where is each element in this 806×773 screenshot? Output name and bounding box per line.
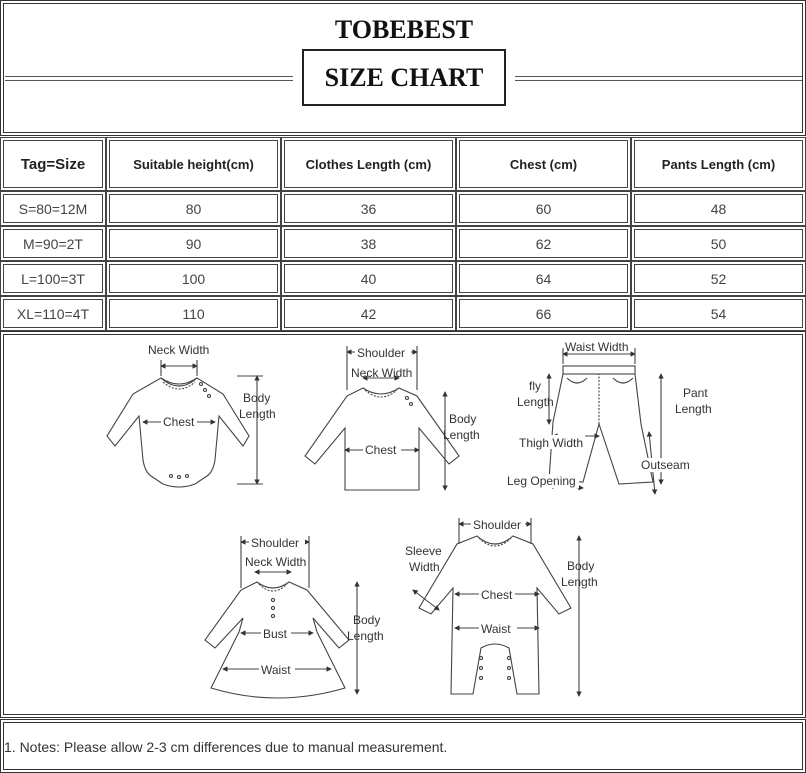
top-neck-label: Neck Width: [351, 366, 413, 380]
romper-length-label: Length: [561, 575, 598, 589]
header-clothes-length: Clothes Length (cm): [281, 137, 456, 191]
table-cell: 110: [106, 296, 281, 331]
brand-name: TOBEBEST: [334, 15, 474, 44]
romper-sleeve-label: Sleeve: [405, 544, 442, 558]
pants-thigh-label: Thigh Width: [519, 436, 584, 450]
header-tag-size: Tag=Size: [0, 137, 106, 191]
dress-neck-label: Neck Width: [245, 555, 307, 569]
pants-fly-label: fly: [529, 379, 541, 393]
bodysuit-neck-label: Neck Width: [148, 343, 210, 357]
pants-waist-label: Waist Width: [565, 340, 629, 354]
header-pants-length: Pants Length (cm): [631, 137, 806, 191]
dress-length-label: Length: [347, 629, 384, 643]
table-cell: 50: [631, 226, 806, 261]
dress-shoulder-label: Shoulder: [251, 536, 300, 550]
bodysuit-length-label: Length: [239, 407, 276, 421]
table-cell: 40: [281, 261, 456, 296]
dress-body-label: Body: [353, 613, 381, 627]
romper-sleeve-width-label: Width: [409, 560, 440, 574]
top-shoulder-label: Shoulder: [357, 346, 406, 360]
romper-chest-label: Chest: [481, 588, 513, 602]
top-length-label: Length: [443, 428, 480, 442]
dress-waist-label: Waist: [261, 663, 291, 677]
dress-bust-label: Bust: [263, 627, 288, 641]
pants-leg-opening-label: Leg Opening: [507, 474, 576, 488]
notes-panel: [0, 719, 806, 773]
table-cell: 38: [281, 226, 456, 261]
measurement-diagrams: [0, 331, 806, 718]
romper-shoulder-label: Shoulder: [473, 518, 522, 532]
notes-text: 1. Notes: Please allow 2-3 cm differences due to manual measurement.: [4, 739, 448, 755]
table-cell: 64: [456, 261, 631, 296]
header-suitable-height: Suitable height(cm): [106, 137, 281, 191]
pants-pant-label: Pant: [683, 386, 708, 400]
right-divider-line: [515, 76, 803, 81]
bodysuit-chest-label: Chest: [163, 415, 195, 429]
diagram-canvas: [1, 332, 806, 719]
bodysuit-body-label: Body: [243, 391, 271, 405]
pants-pant-length-label: Length: [675, 402, 712, 416]
table-cell: L=100=3T: [0, 261, 106, 296]
table-cell: 54: [631, 296, 806, 331]
left-divider-line: [5, 76, 293, 81]
table-cell: 80: [106, 191, 281, 226]
table-cell: 52: [631, 261, 806, 296]
top-body-label: Body: [449, 412, 477, 426]
romper-waist-label: Waist: [481, 622, 511, 636]
table-cell: S=80=12M: [0, 191, 106, 226]
pants-diagram: [549, 348, 661, 494]
top-chest-label: Chest: [365, 443, 397, 457]
romper-body-label: Body: [567, 559, 595, 573]
table-cell: 42: [281, 296, 456, 331]
header-chest: Chest (cm): [456, 137, 631, 191]
table-cell: 48: [631, 191, 806, 226]
pants-outseam-label: Outseam: [641, 458, 690, 472]
table-cell: XL=110=4T: [0, 296, 106, 331]
table-cell: 66: [456, 296, 631, 331]
table-cell: M=90=2T: [0, 226, 106, 261]
pants-fly-length-label: Length: [517, 395, 554, 409]
table-cell: 62: [456, 226, 631, 261]
table-cell: 90: [106, 226, 281, 261]
header-panel: [0, 0, 806, 136]
table-cell: 36: [281, 191, 456, 226]
table-cell: 100: [106, 261, 281, 296]
size-chart-title: SIZE CHART: [302, 49, 506, 106]
table-cell: 60: [456, 191, 631, 226]
